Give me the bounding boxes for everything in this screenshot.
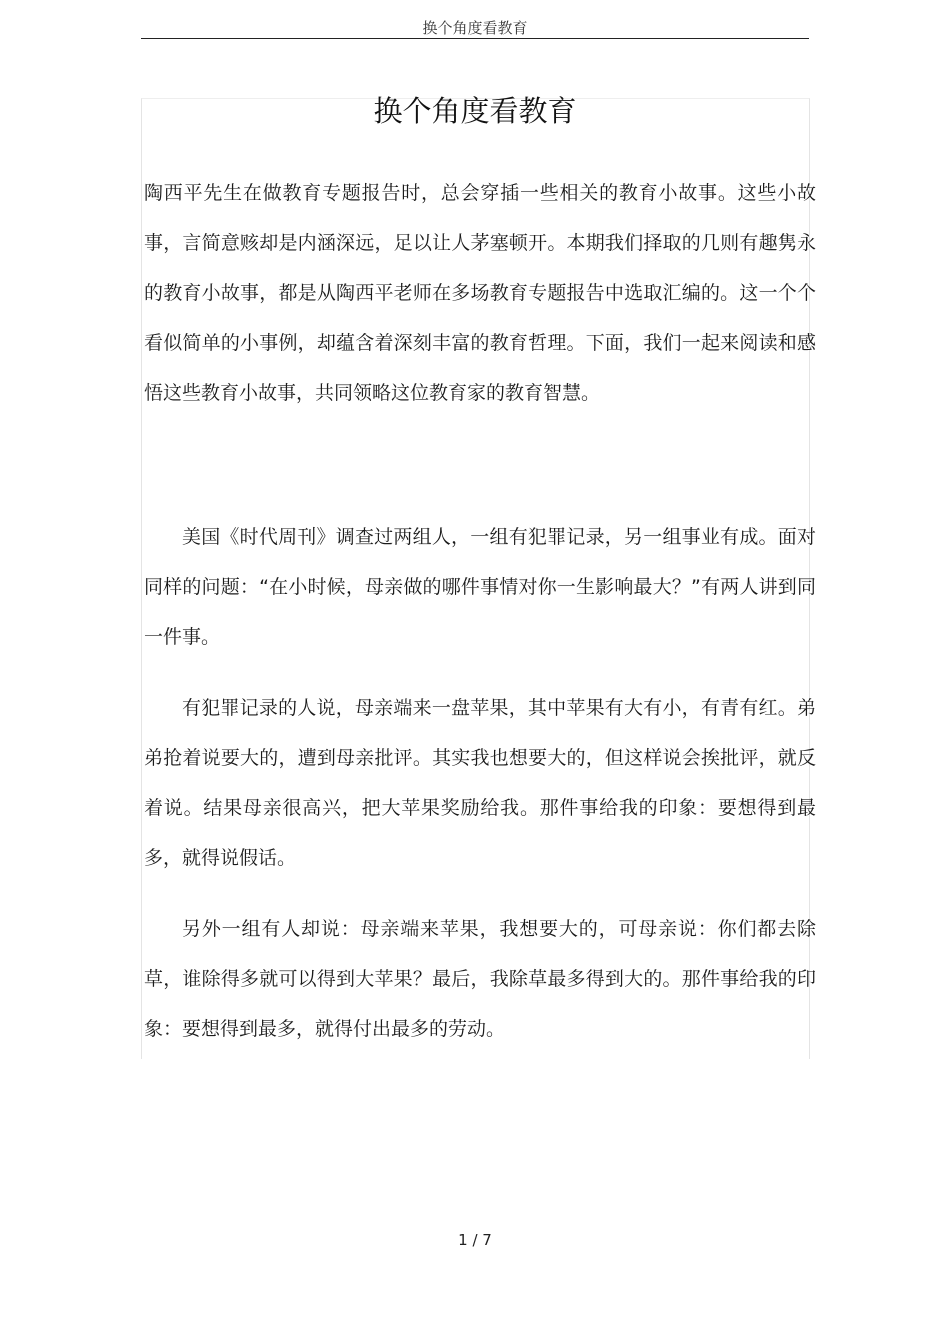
- document-title: 换个角度看教育: [373, 94, 577, 128]
- running-header: 换个角度看教育: [422, 19, 528, 37]
- body-paragraph-3: 另外一组有人却说：母亲端来苹果，我想要大的，可母亲说：你们都去除草，谁除得多就可以得到大苹果？最后，我除草最多得到大的。那件事给我的印象：要想得到最多，就得付出最多的劳动。: [144, 918, 816, 1040]
- body-paragraph-2: 有犯罪记录的人说，母亲端来一盘苹果，其中苹果有大有小，有青有红。弟弟抢着说要大的，遭到母亲批评。其实我也想要大的，但这样说会挨批评，就反着说。结果母亲很高兴，把大苹果奖励给我。那件事给我的印象：要想得到最多，就得说假话。: [144, 697, 816, 869]
- body-paragraph-1: 美国《时代周刊》调查过两组人，一组有犯罪记录，另一组事业有成。面对同样的问题：“在小时候，母亲做的哪件事情对你一生影响最大？”有两人讲到同一件事。: [144, 526, 816, 648]
- intro-paragraph: 陶西平先生在做教育专题报告时，总会穿插一些相关的教育小故事。这些小故事，言简意赅却是内涵深远，足以让人茅塞顿开。本期我们择取的几则有趣隽永的教育小故事，都是从陶西平老师在多场教育专题报告中选取汇编的。这一个个看似简单的小事例，却蕴含着深刻丰富的教育哲理。下面，我们一起来阅读和感悟这些教育小故事，共同领略这位教育家的教育智慧。: [144, 182, 816, 404]
- header-rule: [141, 38, 809, 39]
- page-number: 1 / 7: [458, 1231, 492, 1249]
